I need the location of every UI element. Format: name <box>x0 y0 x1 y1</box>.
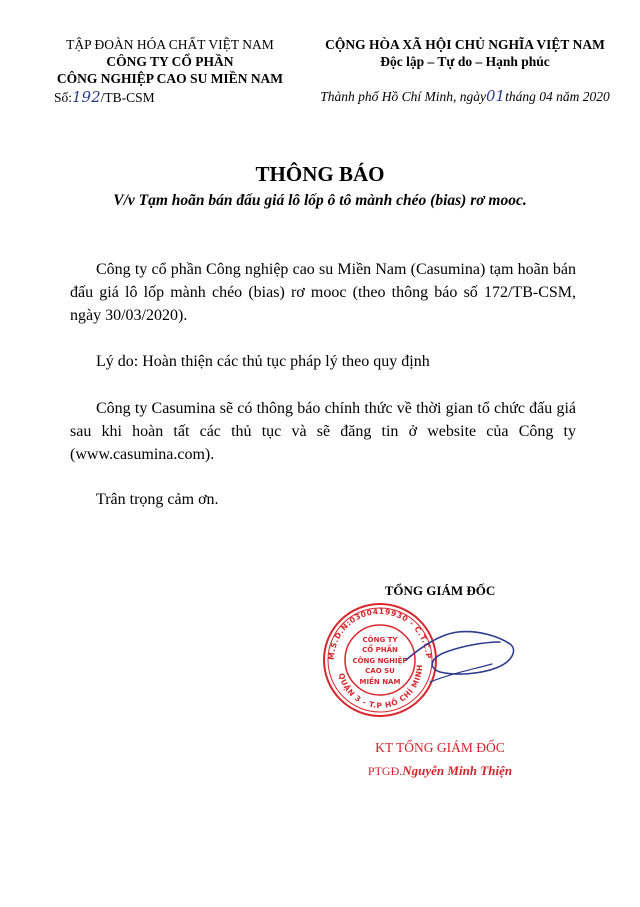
handwritten-day: 01 <box>486 87 506 105</box>
seal-center-line: MIỀN NAM <box>359 678 401 686</box>
signer-position: TỔNG GIÁM ĐỐC <box>384 583 496 598</box>
seal-center-line: CỔ PHẦN <box>362 646 398 654</box>
signer-name-line: PTGĐ.Nguyễn Minh Thiện <box>367 763 513 778</box>
seal-center-line: CÔNG TY <box>362 636 398 644</box>
body-paragraph-2: Lý do: Hoàn thiện các thủ tục pháp lý theo quy định <box>96 353 430 370</box>
national-heading <box>300 36 630 105</box>
seal-bottom-text: QUẬN 3 - T.P HỒ CHÍ MINH <box>336 663 425 711</box>
body-paragraph-3: Công ty Casumina sẽ có thông báo chính thức về thời gian tổ chức đấu giá sau khi hoàn tất các thủ tục và sẽ đăng tin ở website của Công ty (www.casumina.com). <box>70 400 576 463</box>
seal-ring-text: M.S.D.N:0300419930 - C.T.C.P <box>326 606 434 661</box>
parent-org: TẬP ĐOÀN HÓA CHẤT VIỆT NAM <box>66 37 274 52</box>
motto: Độc lập – Tự do – Hạnh phúc <box>380 54 550 69</box>
seal-center-line: CÔNG NGHIỆP <box>352 657 408 665</box>
body-paragraph-1: Công ty cổ phần Công nghiệp cao su Miền Nam (Casumina) tạm hoãn bán đấu giá lô lốp mành chéo (bias) rơ mooc (theo thông báo số 172/TB-CSM, ngày 30/03/2020). <box>70 261 576 324</box>
place-date: Thành phố Hồ Chí Minh, ngày01tháng 04 năm 2020 <box>320 87 610 105</box>
signing-authority: KT TỔNG GIÁM ĐỐC <box>375 740 505 755</box>
company-type: CÔNG TY CỔ PHẦN <box>106 54 234 69</box>
document-number: Số:192/TB-CSM <box>54 88 155 106</box>
company-name: CÔNG NGHIỆP CAO SU MIỀN NAM <box>56 71 284 86</box>
document-subject: V/v Tạm hoãn bán đấu giá lô lốp ô tô mành chéo (bias) rơ mooc. <box>113 192 527 209</box>
issuer-block <box>40 36 300 106</box>
handwritten-number: 192 <box>72 88 101 106</box>
signer-name: Nguyễn Minh Thiện <box>402 763 513 778</box>
handwritten-signature-icon <box>400 612 525 692</box>
document-title: THÔNG BÁO <box>255 162 385 186</box>
seal-center-line: CAO SU <box>365 667 395 675</box>
body-paragraph-4: Trân trọng cảm ơn. <box>96 491 219 508</box>
nation-name: CỘNG HÒA XÃ HỘI CHỦ NGHĨA VIỆT NAM <box>325 37 605 52</box>
